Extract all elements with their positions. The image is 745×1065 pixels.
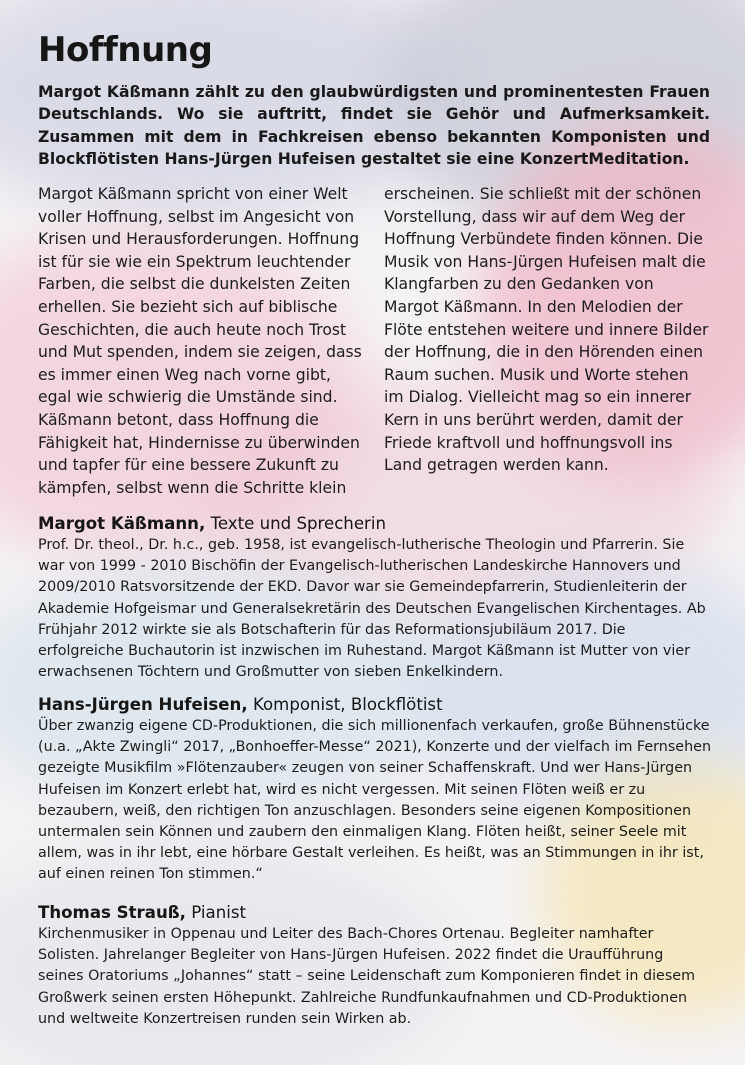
bio-thomas-strauss [38,902,712,1030]
bio-margot-kaessmann [38,513,712,683]
bio-name: Hans-Jürgen Hufeisen, [38,695,248,714]
intro-text-left: Margot Käßmann spricht von einer Welt voller Hoffnung, selbst im Angesicht von Krisen und Herausforderungen. Hoffnung ist für sie wie ein Spektrum leuchtender Farben, die selbst die dunkelsten Zeiten erhellen. Sie bezieht sich auf biblische Geschichten, die auch heute noch Trost und Mut spenden, indem sie zeigen, dass es immer einen Weg nach vorne gibt, egal wie schwierig die Umstände sind. Käßmann betont, dass Hoffnung die Fähigkeit hat, Hindernisse zu überwinden und tapfer für eine bessere Zukunft zu kämpfen, selbst wenn die Schritte klein [38,185,362,497]
bio-heading [38,902,712,924]
bio-hans-juergen-hufeisen [38,694,712,886]
bio-heading [38,513,712,535]
bio-role: Texte und Sprecherin [205,514,386,533]
bio-role: Komponist, Blockflötist [247,695,443,714]
lead-paragraph: Margot Käßmann zählt zu den glaubwürdigsten und prominentesten Frauen Deutschlands. Wo sie auftritt, findet sie Gehör und Aufmerksamkeit. Zusammen mit dem in Fachkreisen ebenso bekannten Komponisten und Blockflötisten Hans-Jürgen Hufeisen gestaltet sie eine KonzertMeditation. [38,83,710,168]
intro-columns [38,183,712,499]
bio-text: Prof. Dr. theol., Dr. h.c., geb. 1958, ist evangelisch-lutherische Theologin und Pfarrerin. Sie war von 1999 - 2010 Bischöfin der Evangelisch-lutherischen Landeskirche Hannovers und 2009/2010 Ratsvorsitzende der EKD. Davor war sie Gemeindepfarrerin, Studienleiterin der Akademie Hofgeismar und Generalsekretärin des Deutschen Evangelischen Kirchentages. Ab Frühjahr 2012 wirkte sie als Botschafterin für das Reformationsjubiläum 2017. Die erfolgreiche Buchautorin ist inzwischen im Ruhestand. Margot Käßmann ist Mutter von vier erwachsenen Töchtern und Großmutter von sieben Enkelkindern. [38,537,706,681]
bio-text: Über zwanzig eigene CD-Produktionen, die sich millionenfach verkaufen, große Bühnenstücke (u.a. „Akte Zwingli“ 2017, „Bonhoeffer-Messe“ 2021), Konzerte und der vielfach im Fernsehen gezeigte Musikfilm »Flötenzauber« zeugen von seiner Schaffenskraft. Und wer Hans-Jürgen Hufeisen im Konzert erlebt hat, wird es nicht vergessen. Mit seinen Flöten weiß er zu bezaubern, weiß, den richtigen Ton anzuschlagen. Besonders seine eigenen Kompositionen untermalen sein Können und zaubern den einmaligen Klang. Flöten heißt, seiner Seele mit allem, was in ihr lebt, eine hörbare Gestalt verleihen. Es heißt, was an Stimmungen in ihr ist, auf einen reinen Ton stimmen.“ [38,718,712,883]
bio-role: Pianist [186,903,246,922]
bio-name: Thomas Strauß, [38,903,186,922]
bio-name: Margot Käßmann, [38,514,206,533]
bio-text: Kirchenmusiker in Oppenau und Leiter des Bach-Chores Ortenau. Begleiter namhafter Solisten. Jahrelanger Begleiter von Hans-Jürgen Hufeisen. 2022 findet die Uraufführung seines Oratoriums „Johannes“ statt – seine Leidenschaft zum Komponieren findet in diesem Großwerk seinen ersten Höhepunkt. Zahlreiche Rundfunkaufnahmen und CD-Produktionen und weltweite Konzertreisen runden sein Wirken ab. [38,926,696,1027]
intro-column-left [38,183,366,499]
intro-text-right: erscheinen. Sie schließt mit der schönen Vorstellung, dass wir auf dem Weg der Hoffnung Verbündete finden können. Die Musik von Hans-Jürgen Hufeisen malt die Klangfarben zu den Gedanken von Margot Käßmann. In den Melodien der Flöte entstehen weitere und innere Bilder der Hoffnung, die in den Hörenden einen Raum suchen. Musik und Worte stehen im Dialog. Vielleicht mag so ein innerer Kern in uns berührt werden, damit der Friede kraftvoll und hoffnungsvoll ins Land getragen werden kann. [384,185,709,475]
page-title: Hoffnung [38,30,213,70]
intro-column-right [384,183,712,499]
bio-heading [38,694,712,716]
